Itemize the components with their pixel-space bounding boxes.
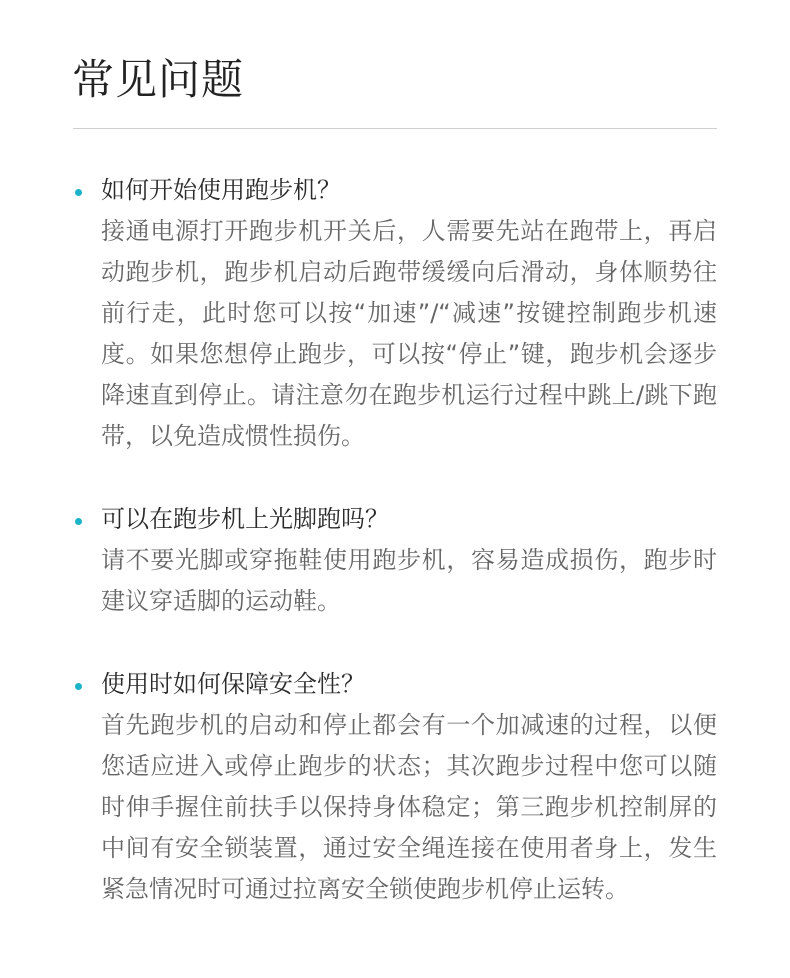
faq-question: 如何开始使用跑步机？ bbox=[101, 176, 341, 204]
faq-question: 可以在跑步机上光脚跑吗？ bbox=[101, 505, 389, 533]
bullet-dot-icon bbox=[75, 518, 82, 525]
faq-question: 使用时如何保障安全性？ bbox=[101, 670, 365, 698]
faq-item-safety bbox=[73, 664, 717, 910]
faq-item-barefoot bbox=[73, 499, 717, 622]
faq-item-start-treadmill bbox=[73, 170, 717, 457]
faq-answer: 请不要光脚或穿拖鞋使用跑步机，容易造成损伤，跑步时建议穿适脚的运动鞋。 bbox=[101, 546, 717, 615]
bullet-dot-icon bbox=[75, 189, 82, 196]
faq-answer: 接通电源打开跑步机开关后，人需要先站在跑带上，再启动跑步机，跑步机启动后跑带缓缓向后滑动，身体顺势往前行走，此时您可以按“加速”/“减速”按键控制跑步机速度。如果您想停止跑步，可以按“停止”键，跑步机会逐步降速直到停止。请注意勿在跑步机运行过程中跳上/跳下跑带，以免造成惯性损伤。 bbox=[101, 217, 717, 450]
bullet-dot-icon bbox=[75, 683, 82, 690]
page-title: 常见问题 bbox=[72, 55, 245, 104]
faq-list bbox=[73, 170, 717, 952]
title-divider bbox=[73, 128, 717, 129]
faq-answer: 首先跑步机的启动和停止都会有一个加减速的过程，以便您适应进入或停止跑步的状态；其次跑步过程中您可以随时伸手握住前扶手以保持身体稳定；第三跑步机控制屏的中间有安全锁装置，通过安全绳连接在使用者身上，发生紧急情况时可通过拉离安全锁使跑步机停止运转。 bbox=[101, 711, 717, 903]
